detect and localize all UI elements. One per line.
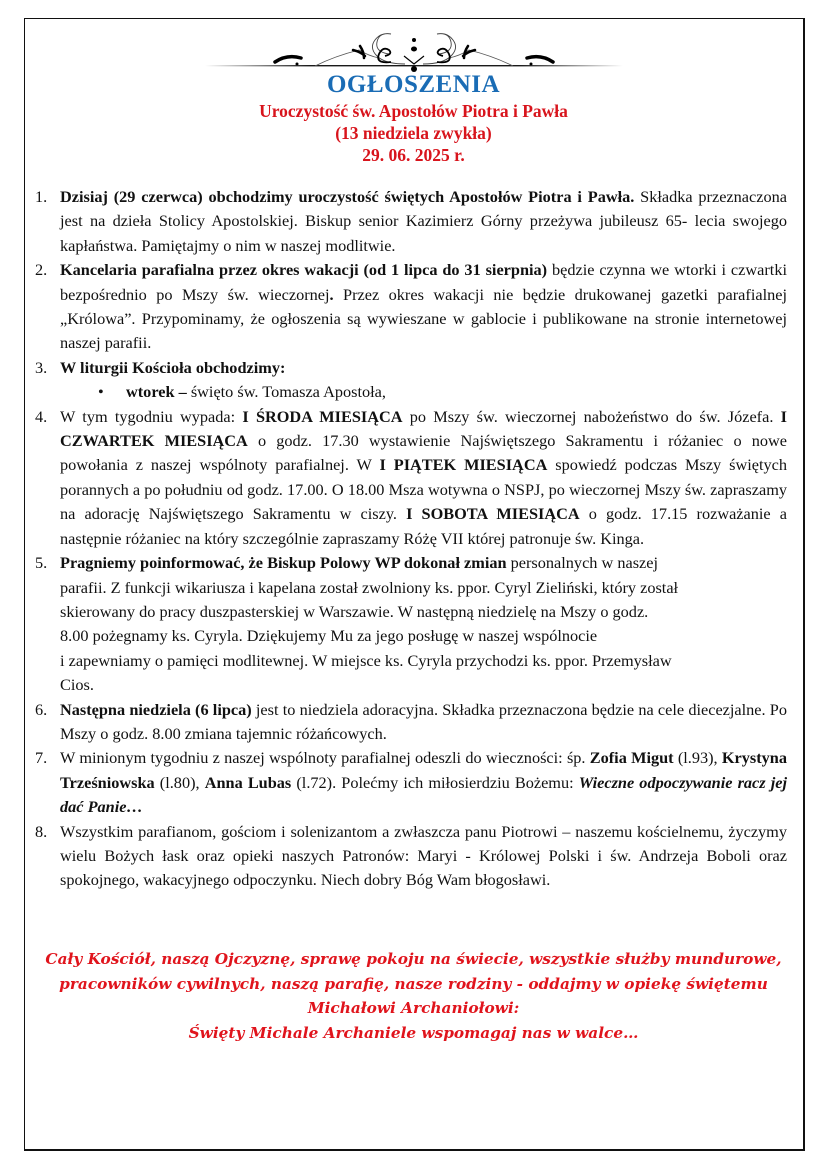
- announcement-item-1: 1. Dzisiaj (29 czerwca) obchodzimy uroczystość świętych Apostołów Piotra i Pawła. Składka przeznaczona jest na dzieła Stolicy Apostolskiej. Biskup senior Kazimierz Górny przeżywa jubileusz 65- lecia swojego kapłaństwa. Pamiętajmy o nim w naszej modlitwie.: [35, 187, 787, 255]
- sunday-label: (13 niedziela zwykła): [335, 123, 492, 143]
- date: 29. 06. 2025 r.: [362, 145, 465, 165]
- announcement-item-8: 8. Wszystkim parafianom, gościom i solenizantom a zwłaszcza panu Piotrowi – naszemu kościelnemu, życzymy wielu Bożych łask oraz opieki naszych Patronów: Maryi - Królowej Polski i św. Andrzeja Boboli oraz spokojnego, wakacyjnego odpoczynku. Niech dobry Bóg Wam błogosławi.: [35, 821, 787, 890]
- announcement-lead: W liturgii Kościoła obchodzimy:: [60, 357, 286, 377]
- announcement-lead: Dzisiaj (29 czerwca) obchodzimy uroczystość świętych Apostołów Piotra i Pawła.: [60, 187, 635, 206]
- liturgy-list: [98, 380, 787, 404]
- closing-prayer: Cały Kościół, naszą Ojczyznę, sprawę pokoju na świecie, wszystkie służby mundurowe, pracowników cywilnych, naszą parafię, nasze rodziny - oddajmy w opiekę świętemu Michałowi Archaniołowi: Święty Michale Archaniele wspomagaj nas w walce…: [45, 950, 782, 1042]
- announcement-lead: Pragniemy poinformować, że Biskup Polowy WP dokonał zmian: [60, 553, 507, 573]
- announcement-lead: Następna niedziela (6 lipca): [60, 699, 252, 719]
- decorative-flourish-icon: [205, 24, 623, 74]
- announcement-item-5: 5. Pragniemy poinformować, że Biskup Polowy WP dokonał zmian personalnych w naszej parafii. Z funkcji wikariusza i kapelana został zwolniony ks. ppor. Cyryl Zieliński, który został skierowany do pracy duszpasterskiej w Warszawie. W następną niedzielę na Mszy o godz. 8.00 pożegnamy ks. Cyryla. Dziękujemy Mu za jego posługę w naszej wspólnocie i zapewniamy o pamięci modlitewnej. W miejsce ks. Cyryla przychodzi ks. ppor. Przemysław Cios.: [35, 553, 679, 695]
- requiem-prayer: Wieczne odpoczywanie racz jej dać Panie…: [60, 772, 787, 817]
- announcement-item-7: 7. W minionym tygodniu z naszej wspólnoty parafialnej odeszli do wieczności: śp. Zofia Migut (l.93), Krystyna Trześniowska (l.80), Anna Lubas (l.72). Polećmy ich miłosierdziu Bożemu: Wieczne odpoczywanie racz jej dać Panie…: [35, 748, 787, 817]
- feast-name: Uroczystość św. Apostołów Piotra i Pawła: [259, 101, 568, 121]
- announcement-item-6: 6. Następna niedziela (6 lipca) jest to niedziela adoracyjna. Składka przeznaczona będzie na cele diecezjalne. Po Mszy o godz. 8.00 zmiana tajemnic różańcowych.: [35, 699, 788, 743]
- announcement-lead: Kancelaria parafialna przez okres wakacji (od 1 lipca do 31 sierpnia): [60, 260, 548, 280]
- announcement-item-2: 2. Kancelaria parafialna przez okres wakacji (od 1 lipca do 31 sierpnia) będzie czynna we wtorki i czwartki bezpośrednio po Mszy św. wieczornej. Przez okres wakacji nie będzie drukowanej gazetki parafialnej „Królowa”. Przypominamy, że ogłoszenia są wywieszane w gablocie i publikowane na stronie internetowej naszej parafii.: [35, 260, 787, 353]
- announcement-item-4: 4. W tym tygodniu wypada: I ŚRODA MIESIĄCA po Mszy św. wieczornej nabożeństwo do św. Józefa. I CZWARTEK MIESIĄCA o godz. 17.30 wystawienie Najświętszego Sakramentu i różaniec o nowe powołania z naszej wspólnoty parafialnej. W I PIĄTEK MIESIĄCA spowiedź podczas Mszy świętych porannych a po południu od godz. 17.00. O 18.00 Msza wotywna o NSPJ, po wieczornej Mszy św. zapraszamy na adorację Najświętszego Sakramentu w ciszy. I SOBOTA MIESIĄCA o godz. 17.15 rozważanie a następnie różaniec na który szczególnie zapraszamy Różę VII której patronuje św. Kinga.: [35, 406, 787, 548]
- announcement-list: [35, 185, 787, 893]
- page-title: OGŁOSZENIA: [326, 71, 501, 98]
- announcement-item-3: 3. W liturgii Kościoła obchodzimy: • wtorek – święto św. Tomasza Apostoła,: [35, 356, 787, 405]
- header: [0, 70, 827, 166]
- liturgy-item: • wtorek – święto św. Tomasza Apostoła,: [98, 380, 787, 404]
